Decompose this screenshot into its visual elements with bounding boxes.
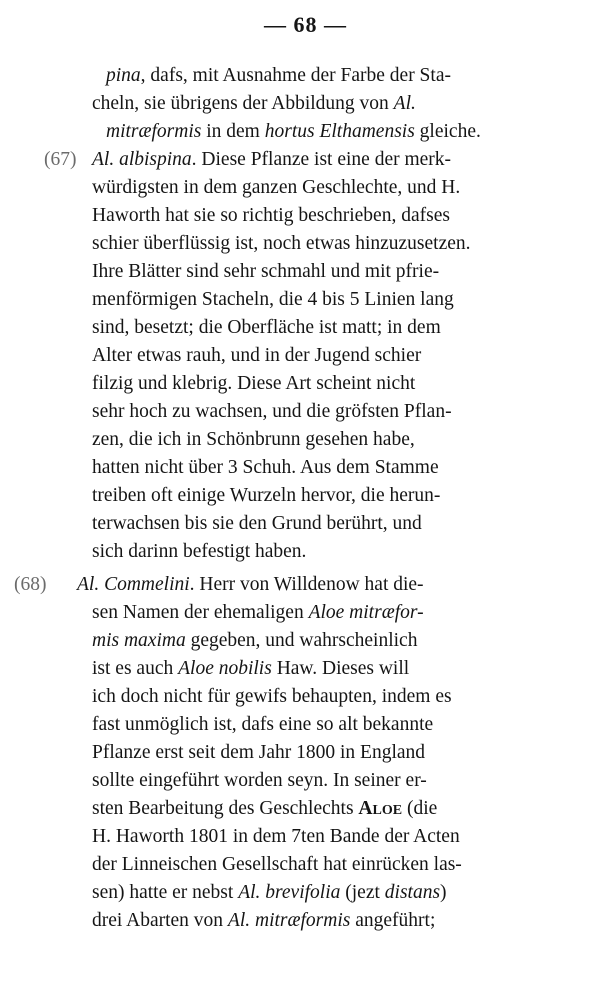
text-segment: (die (402, 798, 438, 819)
text-line (92, 711, 433, 739)
text-segment: schier überflüssig ist, noch etwas hinzuzusetzen. (92, 233, 471, 254)
text-line (92, 314, 441, 342)
text-segment: treiben oft einige Wurzeln hervor, die herun- (92, 485, 441, 506)
text-segment: cheln, sie übrigens der Abbildung von (92, 93, 394, 114)
italic-text: Al. mitræformis (227, 910, 351, 931)
text-segment: sten Bearbeitung des Geschlechts (92, 798, 359, 819)
text-line (106, 62, 451, 90)
text-segment: sind, besetzt; die Oberfläche ist matt; in dem (92, 317, 441, 338)
text-segment: Pflanze erst seit dem Jahr 1800 in England (92, 742, 426, 763)
text-segment: der Linneischen Gesellschaft hat einrücken las- (92, 854, 462, 875)
italic-text: Aloe mitræfor- (308, 602, 424, 623)
italic-text: hortus Elthamensis (264, 121, 415, 142)
italic-text: pina (106, 65, 141, 86)
text-line (92, 230, 471, 258)
italic-text: Al. brevifolia (238, 882, 341, 903)
text-segment: ) (440, 882, 447, 903)
text-line (92, 146, 451, 174)
text-line (92, 426, 415, 454)
text-line (92, 851, 462, 879)
text-line (92, 683, 452, 711)
text-segment: ist es auch (92, 658, 179, 679)
text-segment: , dafs, mit Ausnahme der Farbe der Sta- (140, 65, 451, 86)
text-segment: sich darinn befestigt haben. (92, 541, 307, 562)
text-segment: angeführt; (350, 910, 436, 931)
text-line (92, 398, 452, 426)
text-segment: Haw. Dieses will (271, 658, 410, 679)
text-line (92, 907, 435, 935)
text-segment: Alter etwas rauh, und in der Jugend schier (92, 345, 422, 366)
italic-text: distans (384, 882, 441, 903)
text-segment: sen Namen der ehemaligen (92, 602, 309, 623)
italic-text: Al. albispina (92, 149, 192, 170)
text-line (92, 627, 417, 655)
text-segment: menförmigen Stacheln, die 4 bis 5 Linien lang (92, 289, 454, 310)
text-line (92, 879, 447, 907)
text-segment: sollte eingeführt worden seyn. In seiner er- (92, 770, 427, 791)
text-line (92, 286, 454, 314)
text-segment: (jezt (340, 882, 385, 903)
text-segment: . Herr von Willdenow hat die- (189, 574, 424, 595)
text-line (92, 454, 439, 482)
text-segment: ich doch nicht für gewifs behaupten, indem es (92, 686, 452, 707)
italic-text: Al. (393, 93, 416, 114)
entry-number: (67) (44, 149, 77, 170)
text-segment: . Diese Pflanze ist eine der merk- (191, 149, 452, 170)
text-line (92, 482, 440, 510)
text-segment: gleiche. (414, 121, 481, 142)
text-segment: in dem (201, 121, 265, 142)
text-segment: würdigsten in dem ganzen Geschlechte, und H. (92, 177, 461, 198)
text-line (92, 174, 460, 202)
text-line (92, 823, 460, 851)
text-segment: Ihre Blätter sind sehr schmahl und mit pfrie- (92, 261, 440, 282)
text-segment: Haworth hat sie so richtig beschrieben, dafses (92, 205, 450, 226)
text-line (92, 90, 416, 118)
text-line (92, 655, 409, 683)
text-line (92, 538, 306, 566)
text-line (92, 370, 415, 398)
text-segment: fast unmöglich ist, dafs eine so alt bekannte (92, 714, 434, 735)
text-line (77, 571, 424, 599)
text-line (92, 342, 421, 370)
text-segment: sen) hatte er nebst (92, 882, 239, 903)
text-segment: zen, die ich in Schönbrunn gesehen habe, (92, 429, 415, 450)
text-segment: sehr hoch zu wachsen, und die gröfsten Pflan- (92, 401, 452, 422)
text-line (92, 258, 439, 286)
entry-number: (68) (14, 574, 47, 595)
text-line (92, 510, 422, 538)
text-segment: H. Haworth 1801 in dem 7ten Bande der Acten (92, 826, 460, 847)
text-segment: gegeben, und wahrscheinlich (185, 630, 418, 651)
text-segment: drei Abarten von (92, 910, 228, 931)
italic-text: mis maxima (92, 630, 186, 651)
text-segment: terwachsen bis sie den Grund berührt, und (92, 513, 422, 534)
text-line (92, 202, 450, 230)
italic-text: Aloe nobilis (178, 658, 272, 679)
small-caps-text: Aloe (358, 798, 403, 819)
italic-text: Al. Commelini (77, 574, 190, 595)
page-number: — 68 — (264, 12, 347, 37)
text-line (92, 599, 424, 627)
text-line (92, 767, 427, 795)
text-line (106, 118, 481, 146)
text-line (92, 739, 425, 767)
text-segment: filzig und klebrig. Diese Art scheint nicht (92, 373, 416, 394)
text-segment: hatten nicht über 3 Schuh. Aus dem Stamme (92, 457, 439, 478)
text-line (92, 795, 437, 823)
italic-text: mitræformis (106, 121, 202, 142)
